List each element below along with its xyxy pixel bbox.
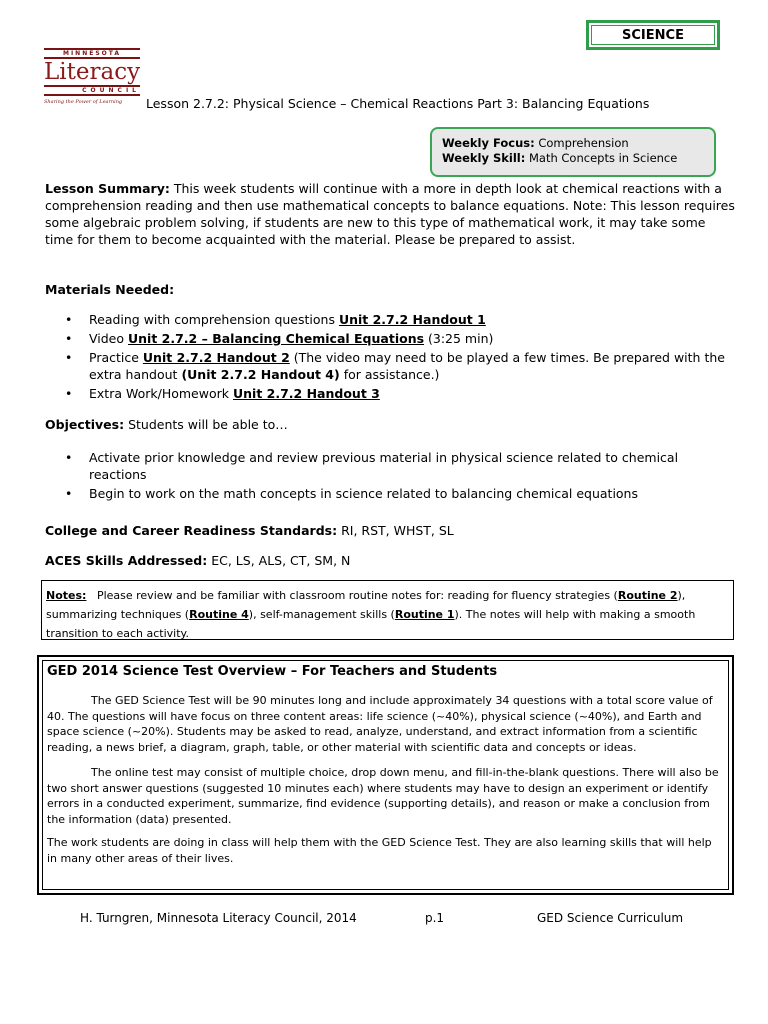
notes-box <box>41 580 734 640</box>
list-item: • Begin to work on the math concepts in science related to balancing chemical equations <box>65 486 638 501</box>
material-text: Video <box>89 331 128 346</box>
handout-2-link[interactable]: Unit 2.7.2 Handout 2 <box>142 350 290 365</box>
subject-badge-label: SCIENCE <box>622 27 684 43</box>
aces-line <box>45 552 735 569</box>
footer-author: H. Turngren, Minnesota Literacy Council, 2014 <box>80 911 357 925</box>
objectives-intro <box>45 416 735 433</box>
ged-paragraph-3: The work students are doing in class will help them with the GED Science Test. They are also learning skills that will help in many other areas of their lives. <box>47 836 712 865</box>
minnesota-literacy-council-logo <box>44 48 140 110</box>
aces-value: EC, LS, ALS, CT, SM, N <box>211 553 351 568</box>
weekly-skill-label: Weekly Skill: <box>442 151 526 165</box>
weekly-skill-value: Math Concepts in Science <box>528 151 678 165</box>
weekly-focus-line <box>442 136 714 151</box>
logo-top-text: MINNESOTA <box>44 48 140 59</box>
handout-1-link[interactable]: Unit 2.7.2 Handout 1 <box>338 312 486 327</box>
list-item: • Video Unit 2.7.2 – Balancing Chemical Equations (3:25 min) <box>65 331 494 346</box>
aces-label: ACES Skills Addressed: <box>45 553 208 568</box>
notes-text: ). The notes will help with making a smooth transition to each activity. <box>46 608 696 640</box>
standards-line <box>45 522 735 539</box>
routine-4-link[interactable]: Routine 4 <box>189 608 249 621</box>
notes-text: Please review and be familiar with classroom routine notes for: reading for fluency strategies ( <box>96 589 618 602</box>
material-text: Reading with comprehension questions <box>89 312 339 327</box>
materials-heading: Materials Needed: <box>45 282 175 297</box>
logo-main-word: Literacy <box>44 59 141 85</box>
weekly-skill-line <box>442 151 714 166</box>
objectives-label: Objectives: <box>45 417 125 432</box>
footer-curriculum: GED Science Curriculum <box>537 911 684 925</box>
badge-inner-border <box>591 25 715 45</box>
logo-sub-word: COUNCIL <box>44 85 140 96</box>
standards-value: RI, RST, WHST, SL <box>341 523 454 538</box>
logo-tagline: Sharing the Power of Learning <box>44 99 123 105</box>
ged-overview-title: GED 2014 Science Test Overview – For Teachers and Students <box>47 664 498 679</box>
handout-4-reference: (Unit 2.7.2 Handout 4) <box>181 367 340 382</box>
weekly-focus-label: Weekly Focus: <box>442 136 535 150</box>
objectives-text: Students will be able to… <box>128 417 288 432</box>
lesson-summary-label: Lesson Summary: <box>45 181 170 196</box>
notes-label: Notes: <box>46 589 87 602</box>
objectives-list <box>45 449 735 504</box>
handout-3-link[interactable]: Unit 2.7.2 Handout 3 <box>232 386 380 401</box>
routine-1-link[interactable]: Routine 1 <box>394 608 455 621</box>
routine-2-link[interactable]: Routine 2 <box>617 589 678 602</box>
list-item: • Activate prior knowledge and review previous material in physical science related to chemical reactions <box>65 450 679 482</box>
video-link[interactable]: Unit 2.7.2 – Balancing Chemical Equations <box>128 331 425 346</box>
objective-text: Begin to work on the math concepts in science related to balancing chemical equations <box>89 486 638 501</box>
list-item: • Practice Unit 2.7.2 Handout 2 (The video may need to be played a few times. Be prepared with the extra handout (Unit 2.7.2 Handout 4) for assistance.) <box>65 350 725 382</box>
material-text: Extra Work/Homework <box>89 386 233 401</box>
list-item: • Extra Work/Homework Unit 2.7.2 Handout 3 <box>65 386 380 401</box>
material-text: (The video may need to be played a few times. Be prepared with the extra handout <box>89 350 725 382</box>
subject-badge <box>586 20 720 50</box>
ged-paragraph-1: The GED Science Test will be 90 minutes long and include approximately 34 questions with a total score value of 40. The questions will have focus on three content areas: life science (~40%), physical science (~40%), and Earth and space science (~20%). Students may be asked to read, analyze, understand, and extract information from a scientific reading, a news brief, a diagram, graph, table, or other material with scientific data and concepts or ideas. <box>47 694 713 754</box>
footer-page-number: p.1 <box>425 911 445 925</box>
lesson-summary <box>45 180 735 248</box>
material-text: for assistance.) <box>339 367 440 382</box>
ged-paragraph-2: The online test may consist of multiple choice, drop down menu, and fill-in-the-blank questions. There will also be two short answer questions (suggested 10 minutes each) where students may have to design an experiment or identify errors in a conducted experiment, summarize, find evidence (supporting details), and reason or make a conclusion from the information (data) presented. <box>47 766 719 826</box>
notes-text: ), self-management skills ( <box>248 608 395 621</box>
weekly-focus-value: Comprehension <box>538 136 629 150</box>
weekly-focus-box <box>430 127 716 177</box>
notes-text: ), summarizing techniques ( <box>46 589 686 621</box>
ged-overview-inner <box>42 660 729 890</box>
list-item: • Reading with comprehension questions Unit 2.7.2 Handout 1 <box>65 312 486 327</box>
objective-text: Activate prior knowledge and review previous material in physical science related to chemical reactions <box>89 450 679 482</box>
standards-label: College and Career Readiness Standards: <box>45 523 338 538</box>
ged-overview-box <box>37 655 734 895</box>
material-text: Practice <box>89 350 143 365</box>
materials-list <box>45 311 735 404</box>
material-text: (3:25 min) <box>424 331 494 346</box>
lesson-title: Lesson 2.7.2: Physical Science – Chemical Reactions Part 3: Balancing Equations <box>146 96 650 111</box>
lesson-summary-text: This week students will continue with a more in depth look at chemical reactions with a comprehension reading and then use mathematical concepts to balance equations. Note: This lesson requires some algebraic problem solving, if students are new to this type of mathematical work, it may take some time for them to become acquainted with the material. Please be prepared to assist. <box>45 181 735 247</box>
